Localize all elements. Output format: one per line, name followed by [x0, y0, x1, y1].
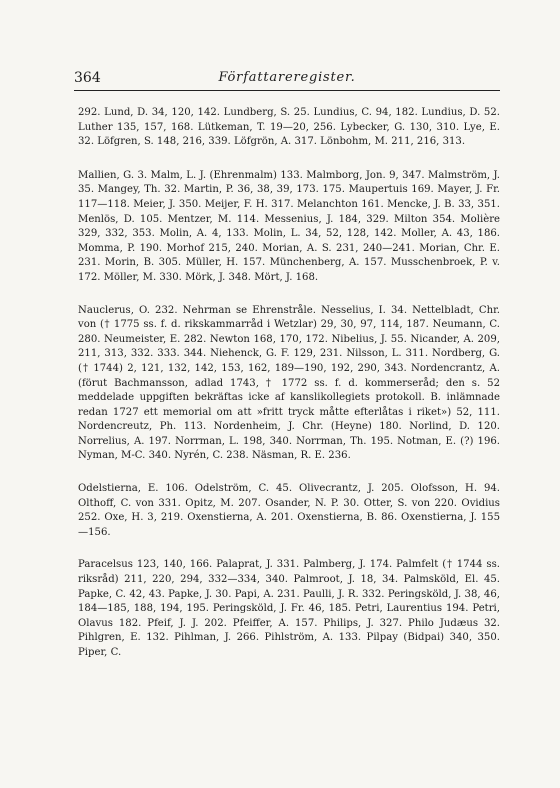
index-entry-m: Mallien, G. 3. Malm, L. J. (Ehrenmalm) 133. Malmborg, Jon. 9, 347. Malmström, J. 35. Mangey, Th. 32. Martin, P. 36, 38, 39, 173. 175. Maupertuis 169. Mayer, J. Fr. 117—118. Meier, J. 350. Meijer, F. H. 317. Melanchton 161. Mencke, J. B. 33, 351. Menlös, D. 105. Mentzer, M. 114. Messenius, J. 184, 329. Milton 354. Molière 329, 332, 353. Molin, A. 4, 133. Molin, L. 34, 52, 128, 142. Moller, A. 43, 186. Momma, P. 190. Morhof 215, 240. Morian, A. S. 231, 240—241. Morian, Chr. E. 231. Morin, B. 305. Müller, H. 157. Münchenberg, A. 157. Musschenbroek, P. v. 172. Möller, M. 330. Mörk, J. 348. Mört, J. 168.	[78, 169, 500, 283]
index-entry-o: Odelstierna, E. 106. Odelström, C. 45. Olivecrantz, J. 205. Olofsson, H. 94. Olthoff, C. von 331. Opitz, M. 207. Osander, N. P. 30. Otter, S. von 220. Ovidius 252. Oxe, H. 3, 219. Oxenstierna, A. 201. Oxenstierna, B. 86. Oxenstierna, J. 155—156.	[78, 483, 500, 538]
page-header	[74, 70, 500, 88]
index-entry-l-continued: 292. Lund, D. 34, 120, 142. Lundberg, S. 25. Lundius, C. 94, 182. Lundius, D. 52. Luther 135, 157, 168. Lütkeman, T. 19—20, 256. Lybecker, G. 130, 310. Lye, E. 32. Löfgren, S. 148, 216, 339. Löfgrön, A. 317. Lönbohm, M. 211, 216, 313.	[78, 107, 500, 148]
index-entry-n: Nauclerus, O. 232. Nehrman se Ehrenstråle. Nesselius, I. 34. Nettelbladt, Chr. von († 1775 ss. f. d. rikskammarråd i Wetzlar) 29, 30, 97, 114, 187. Neumann, C. 280. Neumeister, E. 282. Newton 168, 170, 172. Nibelius, J. 55. Nicander, A. 209, 211, 313, 332. 333. 344. Niehenck, G. F. 129, 231. Nilsson, L. 311. Nordberg, G. († 1744) 2, 121, 132, 142, 153, 162, 189—190, 192, 290, 343. Nordencrantz, A. (förut Bachmansson, adlad 1743, † 1772 ss. f. d. kommerseråd; den s. 52 meddelade uppgiften bekräftas icke af kanslikollegiets protokoll. B. inlämnade redan 1727 ett memorial om att »fritt tryck måtte efterlåtas i riket») 52, 111. Nordencreutz, Ph. 113. Nordenheim, J. Chr. (Heyne) 180. Norlind, D. 120. Norrelius, A. 197. Norrman, L. 198, 340. Norrman, Th. 195. Notman, E. (?) 196. Nyman, M-C. 340. Nyrén, C. 238. Näsman, R. E. 236.	[78, 304, 500, 462]
index-entry-p: Paracelsus 123, 140, 166. Palaprat, J. 331. Palmberg, J. 174. Palmfelt († 1744 ss. riksråd) 211, 220, 294, 332—334, 340. Palmroot, J. 18, 34. Palmsköld, El. 45. Papke, C. 42, 43. Papke, J. 30. Papi, A. 231. Paulli, J. R. 332. Peringsköld, J. 38, 46, 184—185, 188, 194, 195. Peringsköld, J. Fr. 46, 185. Petri, Laurentius 194. Petri, Olavus 182. Pfeif, J. J. 202. Pfeiffer, A. 157. Philips, J. 327. Philo Judæus 32. Pihlgren, E. 132. Pihlman, J. 266. Pihlström, A. 133. Pilpay (Bidpai) 340, 350. Piper, C.	[78, 559, 500, 658]
page-number: 364	[74, 70, 101, 86]
header-rule	[74, 90, 500, 91]
running-title: Författareregister.	[218, 70, 356, 85]
index-body	[78, 106, 500, 679]
